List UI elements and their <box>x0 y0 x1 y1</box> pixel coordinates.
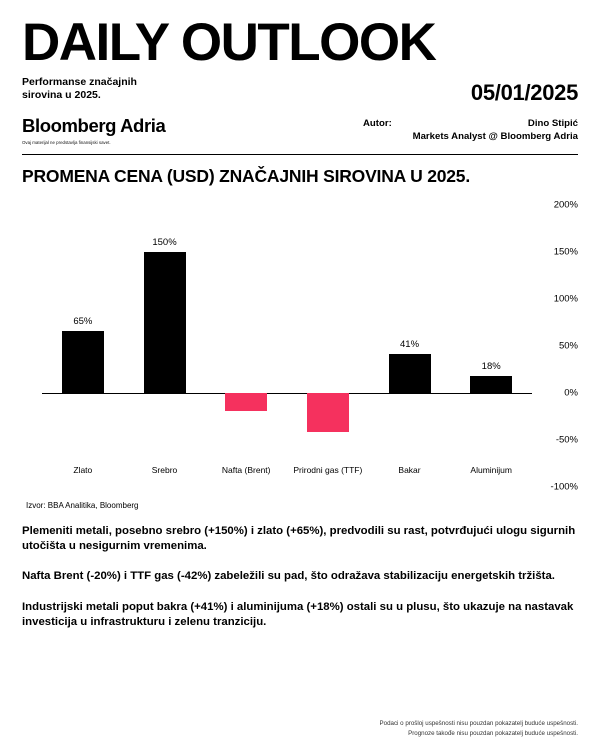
footer-disclaimer <box>380 719 578 738</box>
plot-area <box>42 205 532 487</box>
chart-source: Izvor: BBA Analitika, Bloomberg <box>26 500 139 510</box>
bar[interactable] <box>225 393 267 412</box>
bar-value-label: 18% <box>481 360 501 372</box>
author-name: Dino Stipić <box>527 118 578 130</box>
bar-column[interactable] <box>450 205 532 487</box>
x-axis-tick-label: Prirodni gas (TTF) <box>293 464 363 475</box>
bar-column[interactable] <box>369 205 451 487</box>
y-axis-tick: 0% <box>564 387 578 399</box>
y-axis-tick: 200% <box>553 199 578 211</box>
chart-title: PROMENA CENA (USD) ZNAČAJNIH SIROVINA U 2025. <box>22 165 470 186</box>
list-item: Industrijski metali poput bakra (+41%) i aluminijuma (+18%) ostali su u plusu, što ukazuje na nastavak investicija u infrastrukturu i zelenu tranziciju. <box>22 600 574 629</box>
y-axis-tick: 50% <box>558 340 578 352</box>
footer-line-1: Podaci o prošloj uspešnosti nisu pouzdan pokazatelj buduće uspešnosti. <box>379 720 578 728</box>
insights-list <box>22 524 578 631</box>
bar[interactable] <box>62 331 104 392</box>
brand-logo: Bloomberg Adria <box>22 114 166 136</box>
y-axis-tick: -100% <box>550 481 578 493</box>
bar-chart <box>22 197 578 497</box>
bar-column[interactable] <box>124 205 206 487</box>
header-right <box>363 76 578 144</box>
y-axis-tick: 150% <box>553 246 578 258</box>
x-axis-tick-label: Aluminijum <box>470 464 512 475</box>
bar-column[interactable] <box>205 205 287 487</box>
x-axis-tick-label: Zlato <box>73 464 93 475</box>
bar[interactable] <box>470 376 512 393</box>
bar-value-label: 150% <box>152 236 177 248</box>
report-date: 05/01/2025 <box>470 80 578 106</box>
bar[interactable] <box>144 252 186 393</box>
list-item: Plemeniti metali, posebno srebro (+150%) i zlato (+65%), predvodili su rast, potvrđujući ulogu sigurnih utočišta u nesigurnim vremenima. <box>22 524 576 552</box>
header-fine-print: Ovaj materijal ne predstavlja finansijski savet. <box>22 139 111 145</box>
header-divider <box>22 154 578 155</box>
y-axis-tick: -50% <box>555 434 578 446</box>
x-axis-tick-label: Nafta (Brent) <box>221 464 271 475</box>
header-subtitle-line2: sirovina u 2025. <box>22 89 101 102</box>
bars-container <box>42 205 532 487</box>
header-left <box>22 76 165 145</box>
bar-value-label: 65% <box>73 316 93 328</box>
author-block <box>363 118 578 144</box>
header-row <box>22 76 578 145</box>
bar[interactable] <box>307 393 349 432</box>
author-role: Markets Analyst @ Bloomberg Adria <box>412 131 578 143</box>
bar[interactable] <box>389 354 431 393</box>
bar-value-label: 41% <box>400 339 420 351</box>
list-item: Nafta Brent (-20%) i TTF gas (-42%) zabeležili su pad, što odražava stabilizaciju energetskih tržišta. <box>22 570 555 583</box>
bar-column[interactable] <box>42 205 124 487</box>
header-subtitle-line1: Performanse značajnih <box>22 76 137 89</box>
author-label: Autor: <box>363 118 392 130</box>
header-subtitle <box>22 76 165 102</box>
y-axis <box>532 199 578 493</box>
x-axis-tick-label: Bakar <box>398 464 421 475</box>
y-axis-tick: 100% <box>553 293 578 305</box>
footer-line-2: Prognoze takođe nisu pouzdan pokazatelj buduće uspešnosti. <box>408 729 578 737</box>
bar-column[interactable] <box>287 205 369 487</box>
masthead: DAILY OUTLOOK <box>22 13 436 72</box>
x-axis-labels <box>42 465 532 475</box>
x-axis-tick-label: Srebro <box>151 464 178 475</box>
